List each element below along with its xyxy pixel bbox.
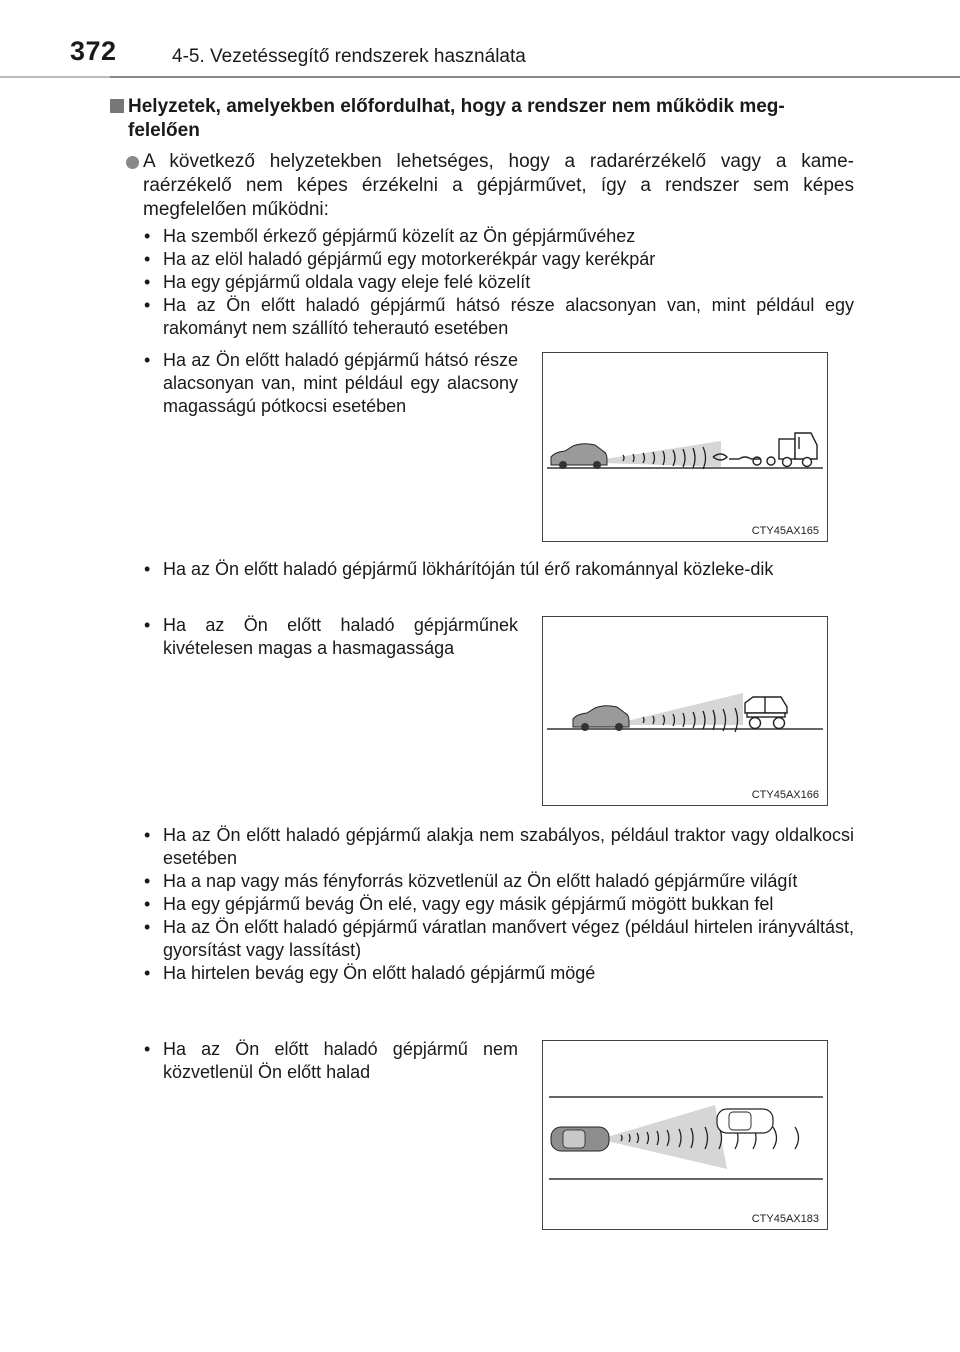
condition-list-1: [144, 225, 854, 340]
chapter-title: 4-5. Vezetéssegítő rendszerek használata: [172, 46, 526, 67]
condition-list-2: [144, 558, 854, 581]
page-number: 372: [70, 36, 117, 66]
figure-2-caption-list: [144, 614, 518, 660]
trailer-icon: [713, 454, 775, 465]
list-item: • Ha az Ön előtt haladó gépjármű alakja nem szabályos, például traktor vagy oldalkocsi esetében: [144, 824, 854, 870]
header-divider: [110, 76, 960, 78]
circle-bullet-icon: [126, 156, 139, 169]
list-item: • Ha az Ön előtt haladó gépjármű váratlan manővert végez (például hirtelen irányváltást, gyorsítást vagy lassítást): [144, 916, 854, 962]
square-bullet-icon: [110, 99, 124, 113]
figure-3-caption-list: [144, 1038, 518, 1084]
figure-3-caption: • Ha az Ön előtt haladó gépjármű nem közvetlenül Ön előtt halad: [144, 1038, 518, 1084]
figure-1-caption: • Ha az Ön előtt haladó gépjármű hátsó része alacsonyan van, mint például egy alacsony magasságú pótkocsi esetében: [144, 349, 518, 418]
list-item: • Ha hirtelen bevág egy Ön előtt haladó gépjármű mögé: [144, 962, 854, 985]
figure-1-caption-list: [144, 349, 518, 418]
own-car-icon: [573, 706, 629, 731]
figure-2-caption: • Ha az Ön előtt haladó gépjárműnek kivételesen magas a hasmagassága: [144, 614, 518, 660]
high-suv-icon: [745, 697, 787, 729]
list-item: • Ha az Ön előtt haladó gépjármű hátsó része alacsonyan van, mint például egy rakományt nem szállító teherautó esetében: [144, 294, 854, 340]
list-item: • Ha egy gépjármű oldala vagy eleje felé közelít: [144, 271, 854, 294]
offset-vehicle-illustration: [543, 1041, 827, 1229]
header-divider-left: [0, 76, 110, 78]
high-clearance-illustration: [543, 617, 827, 805]
figure-code: CTY45AX183: [751, 1213, 819, 1225]
truck-icon: [779, 433, 817, 467]
figure-offset-vehicle: [542, 1040, 828, 1230]
list-item: • Ha szemből érkező gépjármű közelít az Ön gépjárművéhez: [144, 225, 854, 248]
own-car-icon: [551, 444, 607, 469]
figure-low-trailer: [542, 352, 828, 542]
section-heading-text: Helyzetek, amelyekben előfordulhat, hogy a rendszer nem működik meg-felelően: [128, 96, 785, 141]
low-trailer-illustration: [543, 353, 827, 541]
condition-list-3: [144, 824, 854, 985]
figure-high-clearance: [542, 616, 828, 806]
list-item: • Ha az Ön előtt haladó gépjármű lökhárítóján túl érő rakománnyal közleke-dik: [144, 558, 854, 581]
other-car-top-view-icon: [717, 1109, 773, 1133]
list-item: • Ha az elöl haladó gépjármű egy motorkerékpár vagy kerékpár: [144, 248, 854, 271]
figure-code: CTY45AX165: [751, 525, 819, 537]
list-item: • Ha a nap vagy más fényforrás közvetlenül az Ön előtt haladó gépjárműre világít: [144, 870, 854, 893]
figure-code: CTY45AX166: [751, 789, 819, 801]
intro-paragraph: [126, 150, 854, 222]
section-heading: [110, 95, 855, 143]
intro-text: A következő helyzetekben lehetséges, hogy a radarérzékelő vagy a kame-raérzékelő nem képes érzékelni a gépjárművet, így a rendszer sem képes megfelelően működni:: [143, 151, 854, 220]
page-header: [0, 0, 960, 78]
own-car-top-view-icon: [551, 1127, 609, 1151]
list-item: • Ha egy gépjármű bevág Ön elé, vagy egy másik gépjármű mögött bukkan fel: [144, 893, 854, 916]
